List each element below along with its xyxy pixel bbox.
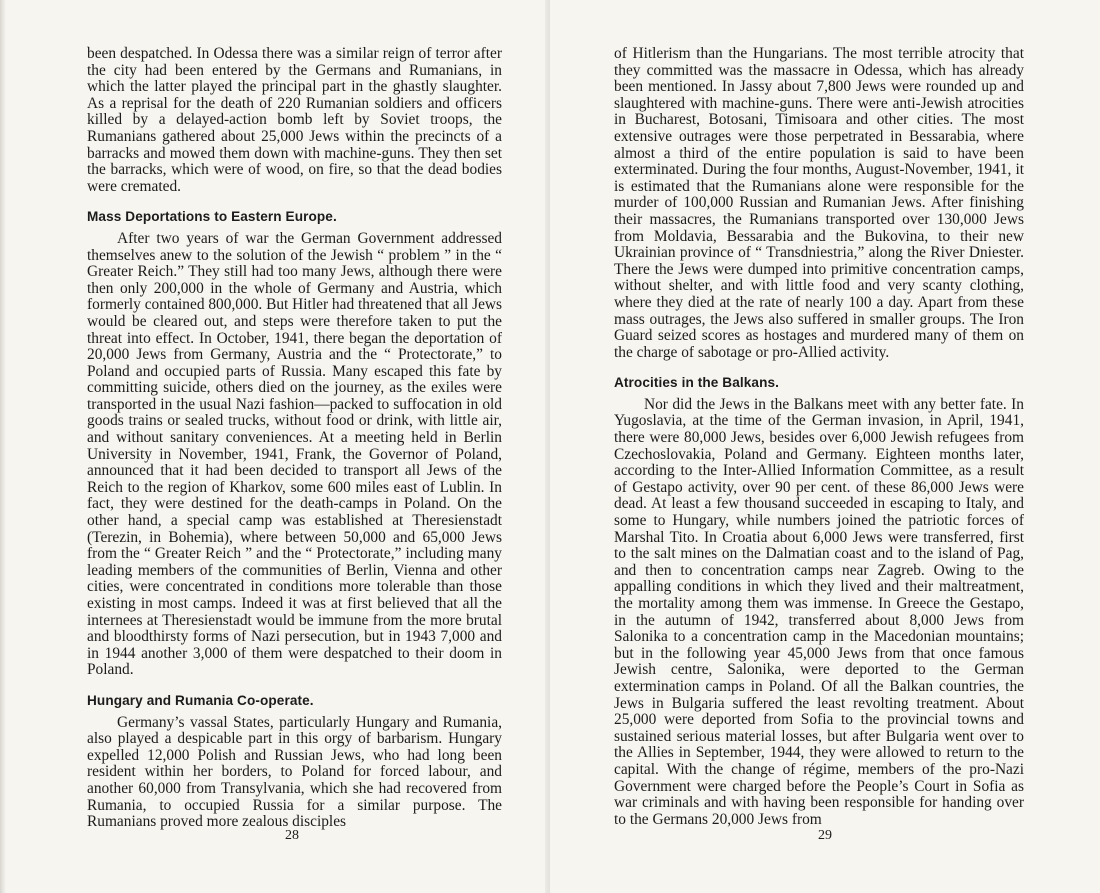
page-number-left: 28 (285, 828, 299, 843)
paragraph: After two years of war the German Government addressed themselves anew to the solution of the Jewish “ problem ” in the “ Greater Reich.” They still had too many Jews, although there were then only 200,000 in the whole of Germany and Austria, which formerly contained 800,000. But Hitler had threatened that all Jews would be cleared out, and steps were therefore taken to put the threat into effect. In October, 1941, there began the deportation of 20,000 Jews from Germany, Austria and the “ Protectorate,” to Poland and occupied parts of Russia. Many escaped this fate by committing suicide, others died on the journey, as the exiles were transported in the usual Nazi fashion—packed to suffocation in old goods trains or sealed trucks, without food or drink, with little air, and without sanitary conveniences. At a meeting held in Berlin University in November, 1941, Frank, the Governor of Poland, announced that it had been decided to transport all Jews of the Reich to the region of Kharkov, some 600 miles east of Lublin. In fact, they were destined for the death-camps in Poland. On the other hand, a special camp was established at Theresienstadt (Terezin, in Bohemia), where between 50,000 and 65,000 Jews from the “ Greater Reich ” and the “ Protectorate,” including many leading members of the communities of Berlin, Vienna and other cities, were concentrated in conditions more tolerable than those existing in most camps. Indeed it was at first believed that all the internees at Theresienstadt would be immune from the more brutal and bloodthirsty forms of Nazi persecution, but in 1943 7,000 and in 1944 another 3,000 of them were despatched to their doom in Poland. (87, 229, 502, 679)
right-page-text-column (614, 46, 1024, 828)
page-edge (0, 0, 6, 893)
paragraph: been despatched. In Odessa there was a similar reign of terror after the city had been entered by the Germans and Rumanians, in which the latter played the principal part in the ghastly slaughter. As a reprisal for the death of 220 Rumanian soldiers and officers killed by a delayed-action bomb left by Soviet troops, the Rumanians gathered about 25,000 Jews within the precincts of a barracks and mowed them down with machine-guns. They then set the barracks, which were of wood, on fire, so that the dead bodies were cremated. (87, 45, 502, 195)
section-heading-mass-deportations: Mass Deportations to Eastern Europe. (87, 209, 337, 225)
paragraph: Germany’s vassal States, particularly Hungary and Rumania, also played a despicable part in this orgy of barbarism. Hungary expelled 12,000 Polish and Russian Jews, who had long been resident within her borders, to Poland for forced labour, and another 60,000 from Transylvania, which she had recovered from Rumania, to occupied Russia for a similar purpose. The Rumanians proved more zealous disciples (87, 713, 502, 831)
left-page-text-column (87, 46, 502, 831)
paragraph: of Hitlerism than the Hungarians. The most terrible atrocity that they committed was the massacre in Odessa, which has already been mentioned. In Jassy about 7,800 Jews were rounded up and slaughtered with machine-guns. There were anti-Jewish atrocities in Bucharest, Botosani, Timisoara and other cities. The most extensive outrages were those perpetrated in Bessarabia, where almost a third of the entire population is said to have been exterminated. During the four months, August-November, 1941, it is estimated that the Rumanians alone were responsible for the murder of 100,000 Russian and Rumanian Jews. After finishing their massacres, the Rumanians transported over 130,000 Jews from Moldavia, Bessarabia and the Bukovina, to their new Ukrainian province of “ Transdniestria,” along the River Dniester. There the Jews were dumped into primitive concentration camps, without shelter, and with little food and very scanty clothing, where they died at the rate of nearly 100 a day. Apart from these mass outrages, the Jews also suffered in smaller groups. The Iron Guard seized scores as hostages and murdered many of them on the charge of sabotage or pro-Allied activity. (614, 45, 1024, 361)
section-heading-balkans: Atrocities in the Balkans. (614, 375, 780, 391)
page-number-right: 29 (818, 828, 832, 843)
paragraph: Nor did the Jews in the Balkans meet with any better fate. In Yugoslavia, at the time of the German invasion, in April, 1941, there were 80,000 Jews, besides over 6,000 Jewish refugees from Czechoslovakia, Poland and Germany. Eighteen months later, according to the Inter-Allied Information Committee, as a result of Gestapo activity, over 90 per cent. of these 86,000 Jews were dead. At least a few thousand succeeded in escaping to Italy, and some to Hungary, while numbers joined the patriotic forces of Marshal Tito. In Croatia about 6,000 Jews were transferred, first to the salt mines on the Dalmatian coast and to the island of Pag, and then to concentration camps near Zagreb. Owing to the appalling conditions in which they lived and their maltreatment, the mortality among them was immense. In Greece the Gestapo, in the autumn of 1942, transferred about 8,000 Jews from Salonika to a concentration camp in the Macedonian mountains; but in the following year 45,000 Jews from that once famous Jewish centre, Salonika, were deported to the German extermination camps in Poland. Of all the Balkan countries, the Jews in Bulgaria suffered the least revolting treatment. About 25,000 were deported from Sofia to the provincial towns and sustained serious material losses, but after Bulgaria went over to the Allies in September, 1944, they were allowed to return to the capital. With the change of régime, members of the pro-Nazi Government were charged before the People’s Court in Sofia as war criminals and with having been responsible for handing over to the Germans 20,000 Jews from (614, 395, 1024, 828)
right-page (550, 0, 1100, 893)
section-heading-hungary-rumania: Hungary and Rumania Co-operate. (87, 692, 314, 708)
